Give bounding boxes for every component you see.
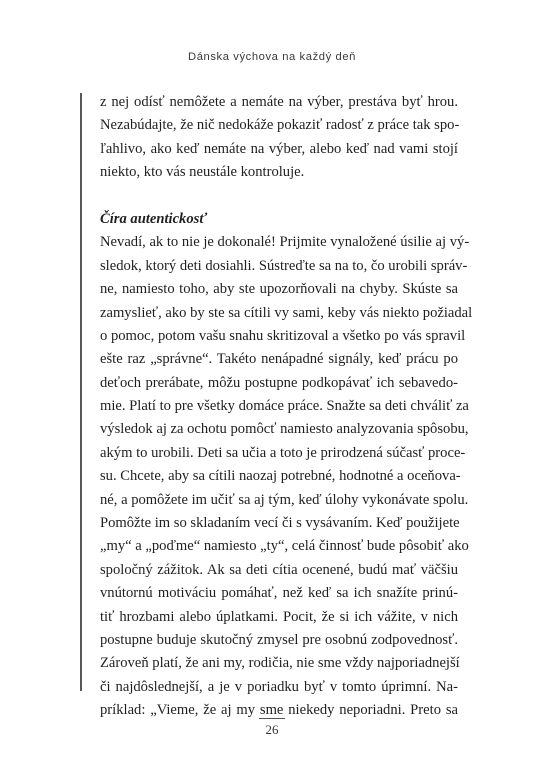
paragraph-2 [100,231,473,722]
text-line: spoločný zážitok. Ak sa deti cítia ocenené, budú mať väčšiu [100,561,458,578]
text-line: „my“ a „poďme“ namiesto „ty“, celá činnosť bude pôsobiť ako [100,538,469,555]
text-line: niekto, kto vás neustále kontroluje. [100,164,305,181]
section-heading: Číra autentickosť [100,210,208,227]
text-line: Zároveň platí, že ani my, rodičia, nie sme vždy najporiadnejší [100,655,460,672]
text-line: Nezabúdajte, že nič nedokáže pokaziť radosť z práce tak spo- [100,117,460,134]
text-line: ľahlivo, ako keď nemáte na výber, alebo keď nad vami stojí [100,140,458,157]
text-line: Pomôžte im so skladaním vecí či s vysávaním. Keď použijete [100,515,460,532]
text-line: ne, namiesto toho, aby ste upozorňovali na chyby. Skúste sa [100,281,458,298]
text-line: zamyslieť, ako by ste sa cítili vy sami, keby vás niekto požiadal [100,304,473,321]
running-header: Dánska výchova na každý deň [188,51,356,63]
text-line: z nej odísť nemôžete a nemáte na výber, prestáva byť hrou. [100,94,458,110]
text-line: su. Chcete, aby sa cítili naozaj potrebné, hodnotné a oceňova- [100,468,461,485]
text-line: Nevadí, ak to nie je dokonalé! Prijmite vynaložené úsilie aj vý- [100,234,470,251]
text-line: o pomoc, potom vašu snahu skritizoval a všetko po vás spravil [100,327,466,344]
text-line: deťoch prerábate, môžu postupne podkopávať ich sebavedo- [100,374,458,391]
text-line: výsledok aj za ochotu pomôcť namiesto analyzovania spôsobu, [100,421,469,438]
text-line: ešte raz „správne“. Takéto nenápadné signály, keď prácu po [100,351,458,368]
footer-rule [259,718,285,719]
margin-rule [80,93,82,691]
paragraph-spacer [100,185,458,208]
text-line: postupne buduje skutočný zmysel pre osobnú zodpovednosť. [100,631,458,648]
text-line: príklad: „Vieme, že aj my sme niekedy neporiadni. Preto sa [100,702,458,719]
text-line: či najdôslednejší, a je v poriadku byť v tomto úprimní. Na- [100,678,458,695]
page-number: 26 [265,722,279,737]
text-line: sledok, ktorý deti dosiahli. Sústreďte sa na to, čo urobili správ- [100,257,468,274]
text-line: né, a pomôžete im učiť sa aj tým, keď úlohy vykonávate spolu. [100,491,469,508]
text-line: akým to urobili. Deti sa učia a toto je prirodzená súčasť proce- [100,444,466,461]
paragraph-1 [100,91,458,185]
text-line: tiť hrozbami alebo úplatkami. Pocit, že si ich vážite, v nich [100,608,458,625]
body-text [100,91,473,723]
text-line: vnútornú motiváciu pomáhať, než keď sa ich snažíte prinú- [100,585,458,602]
text-line: mie. Platí to pre všetky domáce práce. Snažte sa deti chváliť za [100,398,469,415]
